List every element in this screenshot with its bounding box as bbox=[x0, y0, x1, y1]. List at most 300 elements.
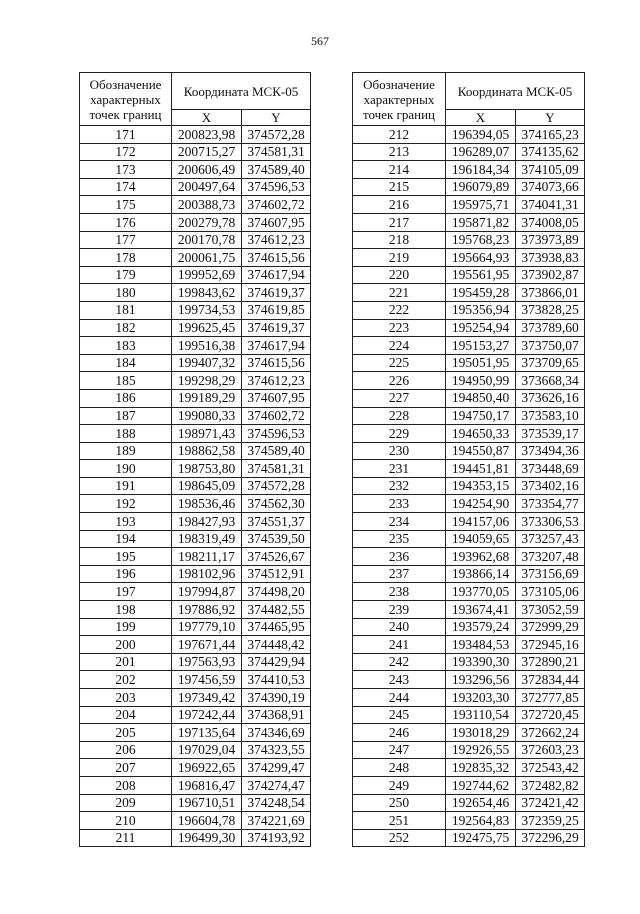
y-coordinate-cell: 373539,17 bbox=[516, 425, 585, 443]
point-number-cell: 248 bbox=[353, 759, 446, 777]
table-row bbox=[353, 601, 585, 619]
x-coordinate-cell: 195459,28 bbox=[446, 284, 516, 302]
x-coordinate-cell: 199843,62 bbox=[172, 284, 242, 302]
y-coordinate-cell: 373207,48 bbox=[516, 548, 585, 566]
x-coordinate-cell: 199734,53 bbox=[172, 301, 242, 319]
y-coordinate-cell: 374612,23 bbox=[242, 372, 311, 390]
table-row bbox=[80, 689, 311, 707]
table-row bbox=[353, 548, 585, 566]
x-coordinate-cell: 194157,06 bbox=[446, 513, 516, 531]
y-coordinate-cell: 373902,87 bbox=[516, 266, 585, 284]
table-row bbox=[80, 284, 311, 302]
x-coordinate-cell: 200170,78 bbox=[172, 231, 242, 249]
y-coordinate-cell: 372603,23 bbox=[516, 741, 585, 759]
y-coordinate-cell: 372662,24 bbox=[516, 724, 585, 742]
table-row bbox=[353, 513, 585, 531]
table-row bbox=[80, 143, 311, 161]
y-coordinate-cell: 374041,31 bbox=[516, 196, 585, 214]
y-coordinate-cell: 374390,19 bbox=[242, 689, 311, 707]
table-row bbox=[353, 530, 585, 548]
x-coordinate-cell: 198536,46 bbox=[172, 495, 242, 513]
point-number-cell: 222 bbox=[353, 301, 446, 319]
table-row bbox=[353, 337, 585, 355]
y-coordinate-cell: 373750,07 bbox=[516, 337, 585, 355]
x-coordinate-cell: 197135,64 bbox=[172, 724, 242, 742]
x-coordinate-cell: 192564,83 bbox=[446, 812, 516, 830]
x-coordinate-cell: 200279,78 bbox=[172, 213, 242, 231]
x-coordinate-cell: 197671,44 bbox=[172, 636, 242, 654]
y-coordinate-cell: 374596,53 bbox=[242, 178, 311, 196]
x-coordinate-cell: 198971,43 bbox=[172, 425, 242, 443]
table-row bbox=[80, 741, 311, 759]
point-number-cell: 238 bbox=[353, 583, 446, 601]
table-row bbox=[353, 389, 585, 407]
table-body bbox=[80, 126, 311, 847]
x-coordinate-cell: 196710,51 bbox=[172, 794, 242, 812]
y-coordinate-cell: 374619,37 bbox=[242, 284, 311, 302]
y-coordinate-cell: 374617,94 bbox=[242, 266, 311, 284]
x-coordinate-cell: 193962,68 bbox=[446, 548, 516, 566]
y-coordinate-cell: 374008,05 bbox=[516, 213, 585, 231]
point-number-cell: 209 bbox=[80, 794, 172, 812]
y-coordinate-cell: 374299,47 bbox=[242, 759, 311, 777]
point-number-cell: 218 bbox=[353, 231, 446, 249]
y-coordinate-cell: 374073,66 bbox=[516, 178, 585, 196]
x-coordinate-cell: 193770,05 bbox=[446, 583, 516, 601]
y-coordinate-cell: 374615,56 bbox=[242, 249, 311, 267]
table-row bbox=[353, 618, 585, 636]
point-number-cell: 184 bbox=[80, 354, 172, 372]
point-number-cell: 227 bbox=[353, 389, 446, 407]
table-row bbox=[353, 442, 585, 460]
table-row bbox=[80, 706, 311, 724]
y-coordinate-cell: 372945,16 bbox=[516, 636, 585, 654]
x-coordinate-cell: 196922,65 bbox=[172, 759, 242, 777]
x-coordinate-cell: 194353,15 bbox=[446, 477, 516, 495]
point-number-cell: 174 bbox=[80, 178, 172, 196]
y-coordinate-cell: 374602,72 bbox=[242, 196, 311, 214]
x-coordinate-cell: 195051,95 bbox=[446, 354, 516, 372]
x-coordinate-cell: 197563,93 bbox=[172, 653, 242, 671]
point-number-cell: 178 bbox=[80, 249, 172, 267]
point-number-cell: 233 bbox=[353, 495, 446, 513]
point-number-cell: 210 bbox=[80, 812, 172, 830]
table-row bbox=[353, 706, 585, 724]
y-coordinate-cell: 374596,53 bbox=[242, 425, 311, 443]
table-row bbox=[353, 161, 585, 179]
x-coordinate-cell: 195561,95 bbox=[446, 266, 516, 284]
y-coordinate-cell: 372543,42 bbox=[516, 759, 585, 777]
point-number-cell: 252 bbox=[353, 829, 446, 847]
table-row bbox=[80, 425, 311, 443]
x-coordinate-cell: 195356,94 bbox=[446, 301, 516, 319]
y-coordinate-cell: 373973,89 bbox=[516, 231, 585, 249]
y-coordinate-cell: 374410,53 bbox=[242, 671, 311, 689]
point-number-cell: 173 bbox=[80, 161, 172, 179]
table-row bbox=[80, 337, 311, 355]
coordinates-table-right bbox=[352, 72, 585, 847]
y-coordinate-cell: 373709,65 bbox=[516, 354, 585, 372]
point-number-cell: 239 bbox=[353, 601, 446, 619]
point-number-cell: 195 bbox=[80, 548, 172, 566]
table-row bbox=[80, 671, 311, 689]
point-number-cell: 221 bbox=[353, 284, 446, 302]
x-coordinate-cell: 200715,27 bbox=[172, 143, 242, 161]
y-coordinate-cell: 374581,31 bbox=[242, 460, 311, 478]
y-coordinate-cell: 374368,91 bbox=[242, 706, 311, 724]
x-coordinate-cell: 195871,82 bbox=[446, 213, 516, 231]
table-row bbox=[353, 178, 585, 196]
y-coordinate-cell: 374512,91 bbox=[242, 565, 311, 583]
point-number-cell: 175 bbox=[80, 196, 172, 214]
y-coordinate-cell: 374572,28 bbox=[242, 477, 311, 495]
point-number-cell: 236 bbox=[353, 548, 446, 566]
x-coordinate-cell: 192835,32 bbox=[446, 759, 516, 777]
point-number-cell: 241 bbox=[353, 636, 446, 654]
table-row bbox=[353, 425, 585, 443]
y-coordinate-cell: 374221,69 bbox=[242, 812, 311, 830]
x-coordinate-cell: 197779,10 bbox=[172, 618, 242, 636]
x-coordinate-cell: 194550,87 bbox=[446, 442, 516, 460]
x-coordinate-cell: 197349,42 bbox=[172, 689, 242, 707]
x-coordinate-cell: 196394,05 bbox=[446, 126, 516, 144]
table-row bbox=[353, 231, 585, 249]
table-row bbox=[80, 724, 311, 742]
point-number-cell: 217 bbox=[353, 213, 446, 231]
x-coordinate-cell: 198211,17 bbox=[172, 548, 242, 566]
x-coordinate-cell: 193579,24 bbox=[446, 618, 516, 636]
y-coordinate-cell: 374105,09 bbox=[516, 161, 585, 179]
y-coordinate-cell: 374482,55 bbox=[242, 601, 311, 619]
table-row bbox=[80, 548, 311, 566]
y-coordinate-cell: 374607,95 bbox=[242, 213, 311, 231]
table-row bbox=[80, 565, 311, 583]
y-coordinate-cell: 372777,85 bbox=[516, 689, 585, 707]
header-y: Y bbox=[242, 110, 311, 126]
table-row bbox=[353, 653, 585, 671]
y-coordinate-cell: 374465,95 bbox=[242, 618, 311, 636]
y-coordinate-cell: 374346,69 bbox=[242, 724, 311, 742]
y-coordinate-cell: 372359,25 bbox=[516, 812, 585, 830]
x-coordinate-cell: 200606,49 bbox=[172, 161, 242, 179]
table-row bbox=[353, 565, 585, 583]
point-number-cell: 247 bbox=[353, 741, 446, 759]
y-coordinate-cell: 372834,44 bbox=[516, 671, 585, 689]
point-number-cell: 249 bbox=[353, 776, 446, 794]
point-number-cell: 225 bbox=[353, 354, 446, 372]
table-row bbox=[353, 249, 585, 267]
x-coordinate-cell: 193390,30 bbox=[446, 653, 516, 671]
point-number-cell: 205 bbox=[80, 724, 172, 742]
point-number-cell: 211 bbox=[80, 829, 172, 847]
table-row bbox=[80, 794, 311, 812]
y-coordinate-cell: 373789,60 bbox=[516, 319, 585, 337]
x-coordinate-cell: 196184,34 bbox=[446, 161, 516, 179]
y-coordinate-cell: 374562,30 bbox=[242, 495, 311, 513]
point-number-cell: 244 bbox=[353, 689, 446, 707]
table-row bbox=[353, 301, 585, 319]
point-number-cell: 243 bbox=[353, 671, 446, 689]
y-coordinate-cell: 373052,59 bbox=[516, 601, 585, 619]
y-coordinate-cell: 374498,20 bbox=[242, 583, 311, 601]
y-coordinate-cell: 374581,31 bbox=[242, 143, 311, 161]
point-number-cell: 203 bbox=[80, 689, 172, 707]
header-x: X bbox=[446, 110, 516, 126]
y-coordinate-cell: 374551,37 bbox=[242, 513, 311, 531]
table-row bbox=[80, 266, 311, 284]
y-coordinate-cell: 373354,77 bbox=[516, 495, 585, 513]
table-row bbox=[80, 301, 311, 319]
point-number-cell: 223 bbox=[353, 319, 446, 337]
y-coordinate-cell: 374619,85 bbox=[242, 301, 311, 319]
x-coordinate-cell: 193674,41 bbox=[446, 601, 516, 619]
table-body bbox=[353, 126, 585, 847]
point-number-cell: 230 bbox=[353, 442, 446, 460]
x-coordinate-cell: 198427,93 bbox=[172, 513, 242, 531]
header-point-name: Обозначение характерных точек границ bbox=[80, 73, 172, 126]
point-number-cell: 228 bbox=[353, 407, 446, 425]
x-coordinate-cell: 197886,92 bbox=[172, 601, 242, 619]
point-number-cell: 190 bbox=[80, 460, 172, 478]
table-row bbox=[80, 372, 311, 390]
point-number-cell: 192 bbox=[80, 495, 172, 513]
point-number-cell: 180 bbox=[80, 284, 172, 302]
x-coordinate-cell: 199407,32 bbox=[172, 354, 242, 372]
x-coordinate-cell: 196499,30 bbox=[172, 829, 242, 847]
y-coordinate-cell: 373494,36 bbox=[516, 442, 585, 460]
table-row bbox=[353, 372, 585, 390]
x-coordinate-cell: 194750,17 bbox=[446, 407, 516, 425]
x-coordinate-cell: 193018,29 bbox=[446, 724, 516, 742]
table-row bbox=[80, 161, 311, 179]
point-number-cell: 186 bbox=[80, 389, 172, 407]
table-row bbox=[80, 759, 311, 777]
point-number-cell: 242 bbox=[353, 653, 446, 671]
y-coordinate-cell: 374135,62 bbox=[516, 143, 585, 161]
x-coordinate-cell: 196604,78 bbox=[172, 812, 242, 830]
x-coordinate-cell: 194451,81 bbox=[446, 460, 516, 478]
point-number-cell: 250 bbox=[353, 794, 446, 812]
y-coordinate-cell: 374589,40 bbox=[242, 442, 311, 460]
x-coordinate-cell: 194254,90 bbox=[446, 495, 516, 513]
x-coordinate-cell: 198645,09 bbox=[172, 477, 242, 495]
point-number-cell: 232 bbox=[353, 477, 446, 495]
table-row bbox=[80, 354, 311, 372]
table-row bbox=[353, 741, 585, 759]
x-coordinate-cell: 197029,04 bbox=[172, 741, 242, 759]
table-row bbox=[353, 213, 585, 231]
y-coordinate-cell: 372999,29 bbox=[516, 618, 585, 636]
point-number-cell: 234 bbox=[353, 513, 446, 531]
table-row bbox=[80, 126, 311, 144]
table-row bbox=[353, 477, 585, 495]
point-number-cell: 202 bbox=[80, 671, 172, 689]
x-coordinate-cell: 196289,07 bbox=[446, 143, 516, 161]
point-number-cell: 182 bbox=[80, 319, 172, 337]
point-number-cell: 251 bbox=[353, 812, 446, 830]
table-row bbox=[80, 407, 311, 425]
point-number-cell: 229 bbox=[353, 425, 446, 443]
point-number-cell: 189 bbox=[80, 442, 172, 460]
x-coordinate-cell: 192475,75 bbox=[446, 829, 516, 847]
x-coordinate-cell: 195254,94 bbox=[446, 319, 516, 337]
table-row bbox=[80, 653, 311, 671]
table-row bbox=[80, 249, 311, 267]
point-number-cell: 179 bbox=[80, 266, 172, 284]
table-row bbox=[80, 178, 311, 196]
x-coordinate-cell: 192926,55 bbox=[446, 741, 516, 759]
point-number-cell: 226 bbox=[353, 372, 446, 390]
y-coordinate-cell: 374619,37 bbox=[242, 319, 311, 337]
table-row bbox=[80, 231, 311, 249]
table-row bbox=[80, 460, 311, 478]
point-number-cell: 235 bbox=[353, 530, 446, 548]
table-row bbox=[80, 389, 311, 407]
coordinates-table-left bbox=[79, 72, 311, 847]
table-row bbox=[353, 460, 585, 478]
point-number-cell: 204 bbox=[80, 706, 172, 724]
table-row bbox=[353, 724, 585, 742]
y-coordinate-cell: 374572,28 bbox=[242, 126, 311, 144]
y-coordinate-cell: 373448,69 bbox=[516, 460, 585, 478]
table-row bbox=[353, 776, 585, 794]
table-row bbox=[80, 513, 311, 531]
point-number-cell: 185 bbox=[80, 372, 172, 390]
point-number-cell: 191 bbox=[80, 477, 172, 495]
point-number-cell: 194 bbox=[80, 530, 172, 548]
point-number-cell: 188 bbox=[80, 425, 172, 443]
y-coordinate-cell: 374248,54 bbox=[242, 794, 311, 812]
point-number-cell: 212 bbox=[353, 126, 446, 144]
table-row bbox=[80, 213, 311, 231]
point-number-cell: 213 bbox=[353, 143, 446, 161]
x-coordinate-cell: 194850,40 bbox=[446, 389, 516, 407]
x-coordinate-cell: 199952,69 bbox=[172, 266, 242, 284]
y-coordinate-cell: 373938,83 bbox=[516, 249, 585, 267]
y-coordinate-cell: 373828,25 bbox=[516, 301, 585, 319]
point-number-cell: 187 bbox=[80, 407, 172, 425]
point-number-cell: 231 bbox=[353, 460, 446, 478]
y-coordinate-cell: 372482,82 bbox=[516, 776, 585, 794]
point-number-cell: 215 bbox=[353, 178, 446, 196]
point-number-cell: 197 bbox=[80, 583, 172, 601]
y-coordinate-cell: 372421,42 bbox=[516, 794, 585, 812]
header-coordinate: Координата МСК-05 bbox=[172, 73, 311, 110]
x-coordinate-cell: 193203,30 bbox=[446, 689, 516, 707]
point-number-cell: 208 bbox=[80, 776, 172, 794]
table-row bbox=[80, 583, 311, 601]
x-coordinate-cell: 193110,54 bbox=[446, 706, 516, 724]
point-number-cell: 201 bbox=[80, 653, 172, 671]
table-row bbox=[353, 143, 585, 161]
page-number: 567 bbox=[311, 34, 329, 48]
table-row bbox=[353, 495, 585, 513]
point-number-cell: 176 bbox=[80, 213, 172, 231]
table-row bbox=[353, 812, 585, 830]
table-row bbox=[80, 776, 311, 794]
point-number-cell: 172 bbox=[80, 143, 172, 161]
y-coordinate-cell: 373866,01 bbox=[516, 284, 585, 302]
y-coordinate-cell: 374274,47 bbox=[242, 776, 311, 794]
y-coordinate-cell: 372720,45 bbox=[516, 706, 585, 724]
x-coordinate-cell: 199625,45 bbox=[172, 319, 242, 337]
y-coordinate-cell: 374429,94 bbox=[242, 653, 311, 671]
y-coordinate-cell: 374612,23 bbox=[242, 231, 311, 249]
table-row bbox=[80, 618, 311, 636]
y-coordinate-cell: 374193,92 bbox=[242, 829, 311, 847]
point-number-cell: 246 bbox=[353, 724, 446, 742]
x-coordinate-cell: 193296,56 bbox=[446, 671, 516, 689]
table-row bbox=[80, 829, 311, 847]
x-coordinate-cell: 200497,64 bbox=[172, 178, 242, 196]
x-coordinate-cell: 198319,49 bbox=[172, 530, 242, 548]
table-row bbox=[353, 354, 585, 372]
table-row bbox=[353, 689, 585, 707]
table-row bbox=[353, 284, 585, 302]
table-row bbox=[80, 196, 311, 214]
point-number-cell: 198 bbox=[80, 601, 172, 619]
table-row bbox=[353, 671, 585, 689]
point-number-cell: 177 bbox=[80, 231, 172, 249]
table-row bbox=[353, 319, 585, 337]
point-number-cell: 171 bbox=[80, 126, 172, 144]
header-x: X bbox=[172, 110, 242, 126]
table-row bbox=[353, 407, 585, 425]
header-point-name: Обозначение характерных точек границ bbox=[353, 73, 446, 126]
table-row bbox=[80, 495, 311, 513]
y-coordinate-cell: 374323,55 bbox=[242, 741, 311, 759]
x-coordinate-cell: 199080,33 bbox=[172, 407, 242, 425]
y-coordinate-cell: 372890,21 bbox=[516, 653, 585, 671]
y-coordinate-cell: 373583,10 bbox=[516, 407, 585, 425]
table-row bbox=[80, 319, 311, 337]
table-row bbox=[80, 477, 311, 495]
header-y: Y bbox=[516, 110, 585, 126]
point-number-cell: 214 bbox=[353, 161, 446, 179]
y-coordinate-cell: 374526,67 bbox=[242, 548, 311, 566]
x-coordinate-cell: 195768,23 bbox=[446, 231, 516, 249]
y-coordinate-cell: 374448,42 bbox=[242, 636, 311, 654]
y-coordinate-cell: 374589,40 bbox=[242, 161, 311, 179]
x-coordinate-cell: 199516,38 bbox=[172, 337, 242, 355]
x-coordinate-cell: 194950,99 bbox=[446, 372, 516, 390]
point-number-cell: 206 bbox=[80, 741, 172, 759]
table-row bbox=[353, 759, 585, 777]
y-coordinate-cell: 374615,56 bbox=[242, 354, 311, 372]
y-coordinate-cell: 373668,34 bbox=[516, 372, 585, 390]
x-coordinate-cell: 192744,62 bbox=[446, 776, 516, 794]
point-number-cell: 216 bbox=[353, 196, 446, 214]
y-coordinate-cell: 374607,95 bbox=[242, 389, 311, 407]
y-coordinate-cell: 373306,53 bbox=[516, 513, 585, 531]
x-coordinate-cell: 196079,89 bbox=[446, 178, 516, 196]
x-coordinate-cell: 197456,59 bbox=[172, 671, 242, 689]
y-coordinate-cell: 373626,16 bbox=[516, 389, 585, 407]
table-row bbox=[353, 266, 585, 284]
x-coordinate-cell: 200061,75 bbox=[172, 249, 242, 267]
y-coordinate-cell: 374602,72 bbox=[242, 407, 311, 425]
point-number-cell: 237 bbox=[353, 565, 446, 583]
point-number-cell: 240 bbox=[353, 618, 446, 636]
point-number-cell: 245 bbox=[353, 706, 446, 724]
x-coordinate-cell: 196816,47 bbox=[172, 776, 242, 794]
x-coordinate-cell: 192654,46 bbox=[446, 794, 516, 812]
table-row bbox=[353, 126, 585, 144]
point-number-cell: 220 bbox=[353, 266, 446, 284]
point-number-cell: 196 bbox=[80, 565, 172, 583]
x-coordinate-cell: 195975,71 bbox=[446, 196, 516, 214]
table-row bbox=[353, 583, 585, 601]
